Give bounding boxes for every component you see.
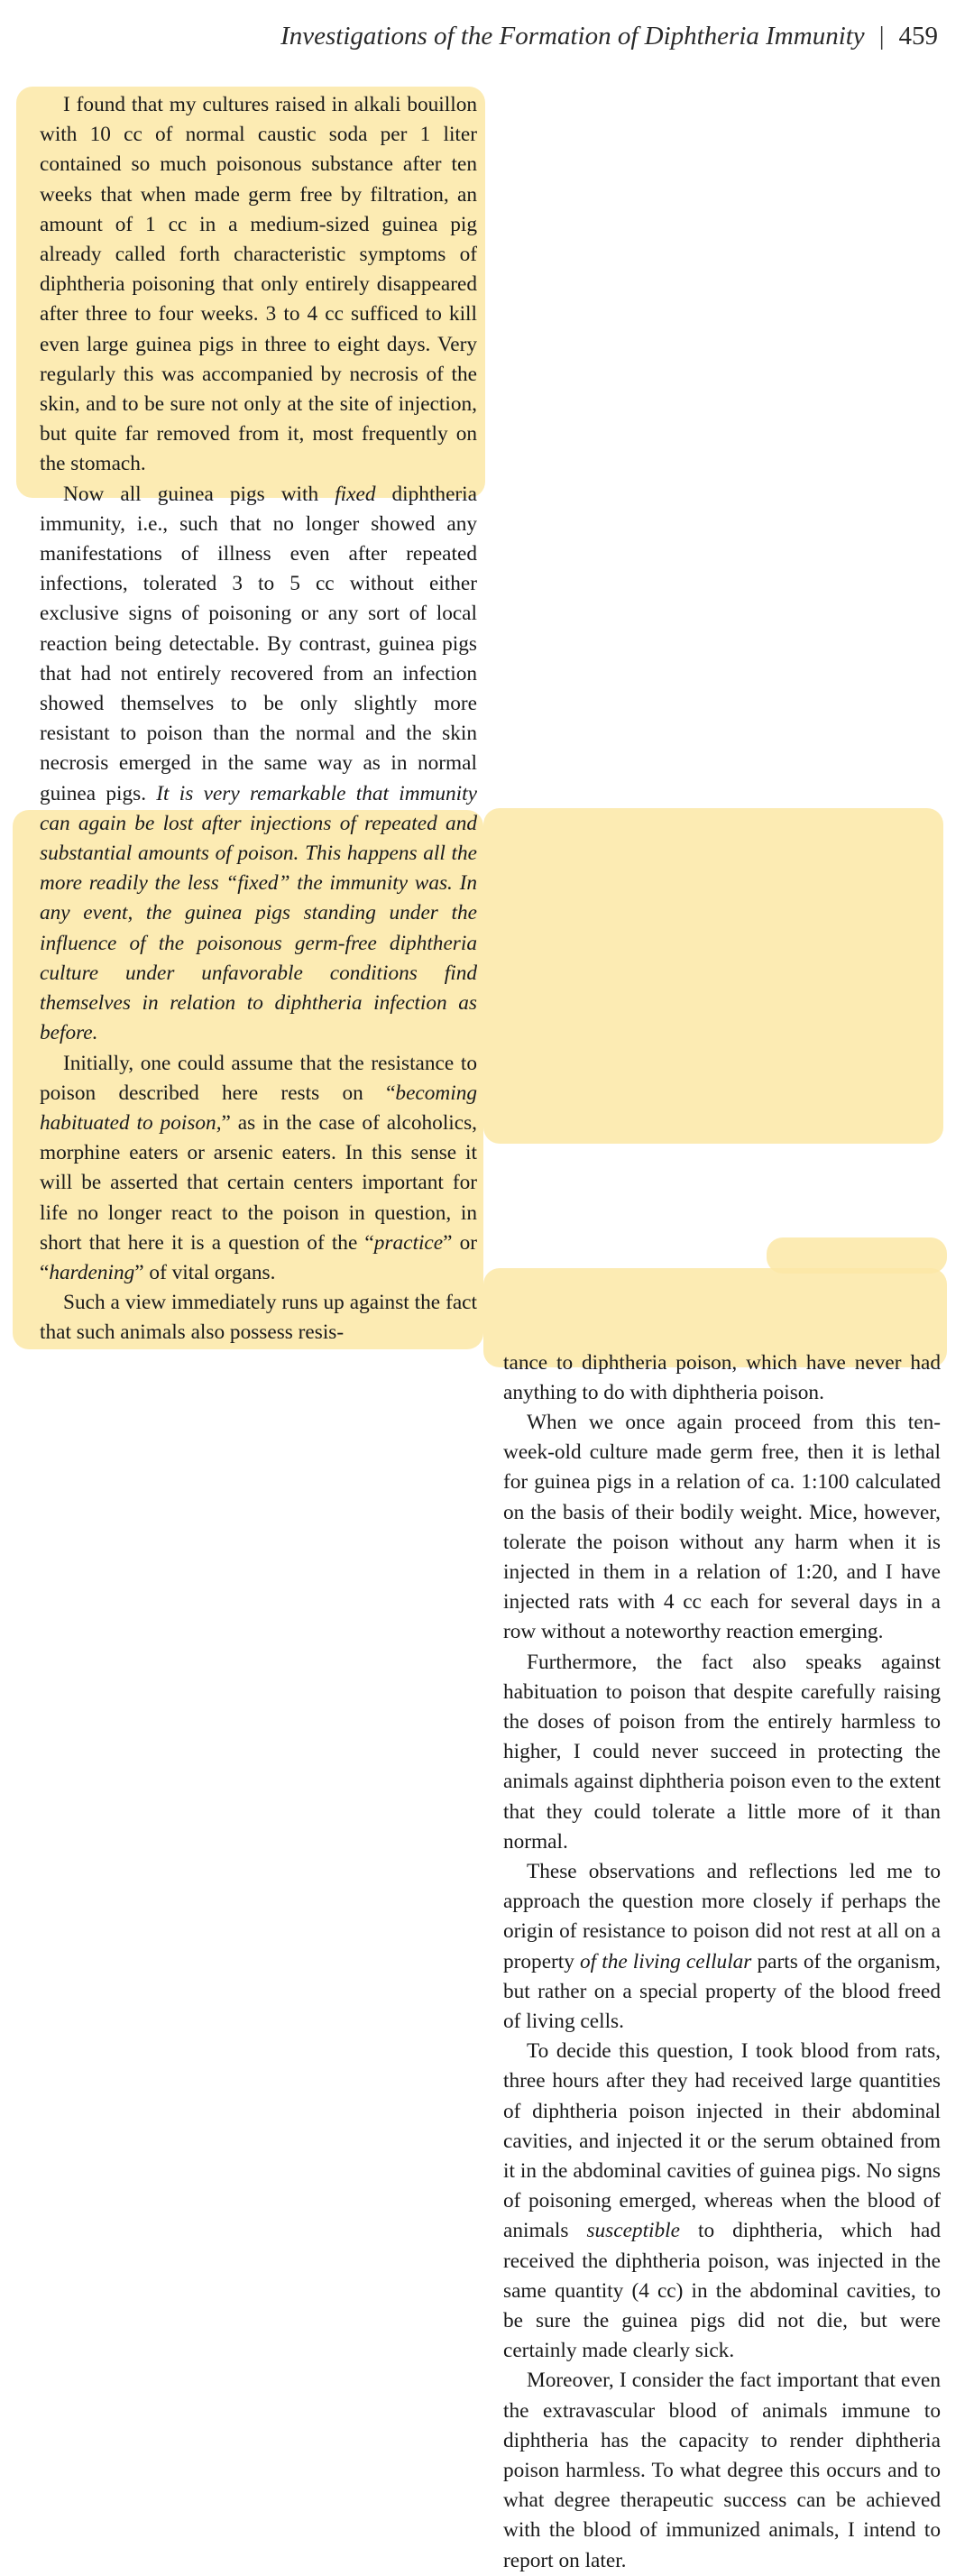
page-number: 459 <box>898 21 938 51</box>
paragraph: Moreover, I consider the fact important that even the extravascular blood of animals immune to diphtheria has the capacity to render diphtheria poison harmless. To what degree this occurs and to what degree therapeutic success can be achieved with the blood of immunized animals, I intend to report on later. <box>503 2369 941 2572</box>
paragraph: Initially, one could assume that the resistance to poison described here rests on “becoming habituated to poison,” as in the case of alcoholics, morphine eaters or arsenic eaters. In this sense it will be asserted that certain centers important for life no longer react to the poison in question, in short that here it is a question of the “practice” or “hardening” of vital organs. <box>40 1051 478 1284</box>
left-column <box>40 90 477 1348</box>
running-title: Investigations of the Formation of Diphtheria Immunity <box>280 21 865 51</box>
paragraph: Now all guinea pigs with fixed diphtheria immunity, i.e., such that no longer showed any manifestations of illness even after repeated infections, tolerated 3 to 5 cc without either exclusive signs of poisoning or any sort of local reaction being detectable. By contrast, guinea pigs that had not entirely recovered from an infection showed themselves to be only slightly more resistant to poison than the normal and the skin necrosis emerged in the same way as in normal guinea pigs. It is very remarkable that immunity can again be lost after injections of repeated and substantial amounts of poison. This happens all the more readily the less “fixed” the immunity was. In any event, the guinea pigs standing under the influence of the poisonous germ-free diphtheria culture under unfavorable conditions find themselves in relation to diphtheria infection as before. <box>40 482 477 1045</box>
highlight-right-middle <box>483 808 943 1144</box>
running-header <box>36 18 938 54</box>
header-separator: | <box>878 21 885 51</box>
italic-emphasis: It is very remarkable that immunity can again be lost after injections of repeated and substantial amounts of poison. This happens all the more readily the less “fixed” the immunity was. In any event, the guinea pigs standing under the influence of the poisonous germ-free diphtheria culture under unfavorable conditions find themselves in relation to diphtheria infection as before. <box>40 781 477 1045</box>
paragraph: tance to diphtheria poison, which have never had anything to do with diphtheria poison. <box>503 1350 941 1404</box>
paragraph: I found that my cultures raised in alkali bouillon with 10 cc of normal caustic soda per 1 liter contained so much poisonous substance after ten weeks that when made germ free by filtration, an amount of 1 cc in a medium-sized guinea pig already called forth characteristic symptoms of diphtheria poisoning that only entirely disappeared after three to four weeks. 3 to 4 cc sufficed to kill even large guinea pigs in three to eight days. Very regularly this was accompanied by necrosis of the skin, and to be sure not only at the site of injection, but quite far removed from it, most frequently on the stomach. <box>40 93 477 476</box>
paragraph: Furthermore, the fact also speaks against habituation to poison that despite carefully raising the doses of poison from the entirely harmless to higher, I could never succeed in protecting the animals against diphtheria poison even to the extent that they could tolerate a little more of it than normal. <box>503 1650 941 1854</box>
right-column <box>503 1348 941 2576</box>
paragraph: To decide this question, I took blood from rats, three hours after they had received large quantities of diphtheria poison injected in their abdominal cavities, and injected it or the serum obtained from it in the abdominal cavities of guinea pigs. No signs of poisoning emerged, whereas when the blood of animals susceptible to diphtheria, which had received the diphtheria poison, was injected in the same quantity (4 cc) in the abdominal cavities, to be sure the guinea pigs did not die, but were certainly made clearly sick. <box>503 2039 941 2363</box>
paragraph: These observations and reflections led me to approach the question more closely if perhaps the origin of resistance to poison did not rest at all on a property of the living cellular parts of the organism, but rather on a special property of the blood freed of living cells. <box>503 1859 942 2033</box>
paragraph: When we once again proceed from this ten-week-old culture made germ free, then it is lethal for guinea pigs in a relation of ca. 1:100 calculated on the basis of their bodily weight. Mice, however, tolerate the poison without any harm when it is injected in them in a relation of 1:20, and I have injected rats with 4 cc each for several days in a row without a noteworthy reaction emerging. <box>503 1410 941 1644</box>
paragraph: Such a view immediately runs up against the fact that such animals also possess resis- <box>40 1291 477 1345</box>
